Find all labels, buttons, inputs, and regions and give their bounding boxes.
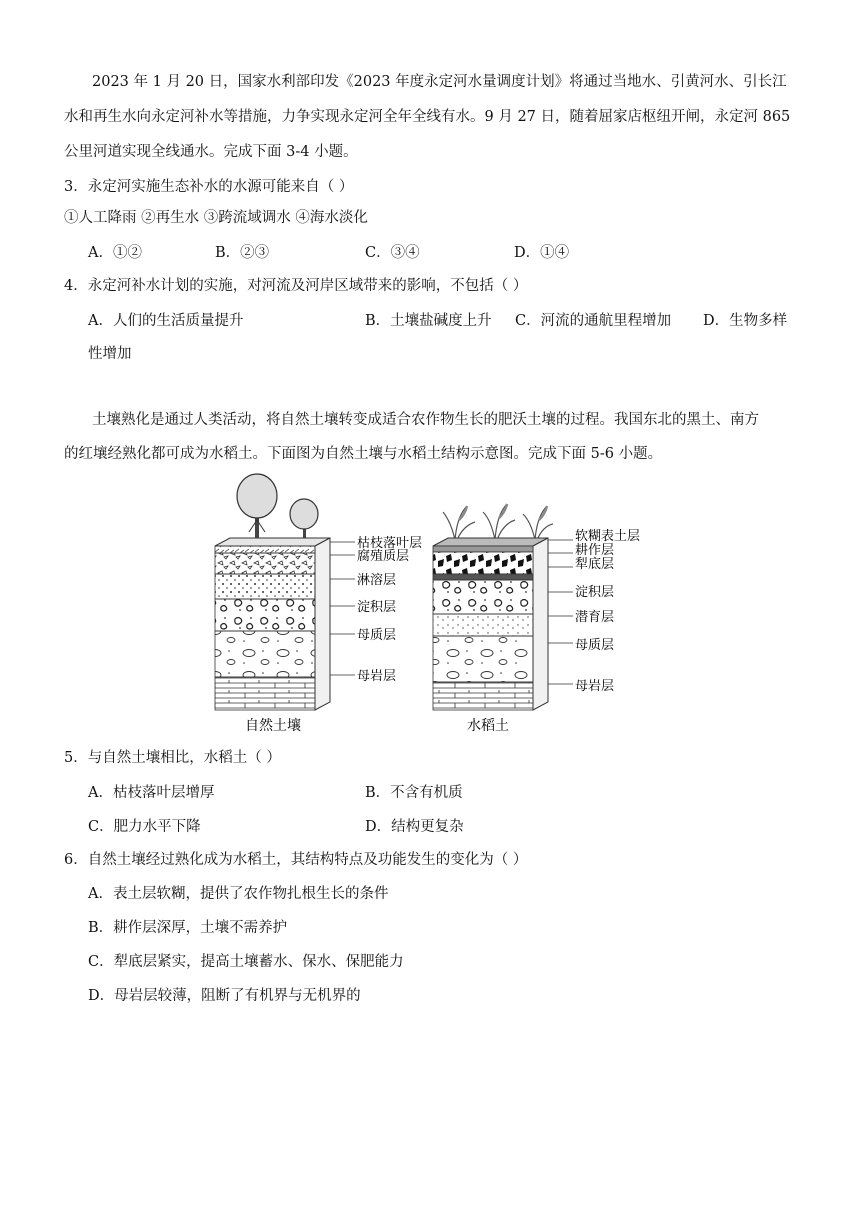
passage2-line1: 土壤熟化是通过人类活动，将自然土壤转变成适合农作物生长的肥沃土壤的过程。我国东北的黑土、南方 [92, 412, 759, 428]
q5-option-d[interactable]: D．结构更复杂 [365, 819, 464, 835]
q4-stem: 4．永定河补水计划的实施，对河流及河岸区域带来的影响，不包括（ ） [64, 278, 528, 294]
paddy-layer-plow: 耕作层 [575, 542, 615, 557]
passage1-line2: 水和再生水向永定河补水等措施，力争实现永定河全年全线有水。9 月 27 日，随着屈家店枢纽开闸，永定河 865 [64, 109, 791, 125]
q6-option-a[interactable]: A．表土层软糊，提供了农作物扎根生长的条件 [88, 886, 389, 902]
q5-option-b[interactable]: B．不含有机质 [365, 785, 463, 801]
q3-items: ①人工降雨 ②再生水 ③跨流域调水 ④海水淡化 [64, 210, 368, 226]
q3-option-d[interactable]: D．①④ [514, 245, 570, 261]
q3-option-a[interactable]: A．①② [88, 245, 142, 261]
q4-option-c[interactable]: C．河流的通航里程增加 [515, 313, 672, 329]
passage1-line3: 公里河道实现全线通水。完成下面 3-4 小题。 [64, 144, 358, 160]
paddy-soil-caption: 水稻土 [467, 717, 509, 733]
natural-soil-caption: 自然土壤 [245, 717, 301, 733]
q6-option-b[interactable]: B．耕作层深厚，土壤不需养护 [88, 920, 288, 936]
passage1-line1: 2023 年 1 月 20 日，国家水利部印发《2023 年度永定河水量调度计划》将通过当地水、引黄河水、引长江 [92, 74, 787, 90]
paddy-layer-illuvial: 淀积层 [575, 584, 615, 599]
natural-layer-illuvial: 淀积层 [357, 599, 397, 614]
natural-layer-parent: 母质层 [357, 627, 397, 642]
q5-option-a[interactable]: A．枯枝落叶层增厚 [88, 785, 215, 801]
natural-layer-litter: 枯枝落叶层 [357, 535, 423, 550]
q4-option-d[interactable]: D．生物多样 [703, 313, 788, 329]
q3-stem: 3．永定河实施生态补水的水源可能来自（ ） [64, 179, 354, 195]
soil-structure-figure [205, 470, 665, 742]
q5-stem: 5．与自然土壤相比，水稻土（ ） [64, 750, 281, 766]
q4-option-b[interactable]: B．土壤盐碱度上升 [365, 313, 492, 329]
tree-icon [237, 474, 277, 546]
natural-layer-humus: 腐殖质层 [357, 548, 410, 563]
paddy-soil-block [433, 504, 573, 710]
paddy-layer-surface: 软糊表土层 [575, 528, 641, 543]
q6-option-d[interactable]: D．母岩层较薄，阻断了有机界与无机界的 [88, 988, 361, 1004]
natural-layer-eluvial: 淋溶层 [357, 572, 397, 587]
q6-stem: 6．自然土壤经过熟化成为水稻土，其结构特点及功能发生的变化为（ ） [64, 852, 528, 868]
q5-option-c[interactable]: C．肥力水平下降 [88, 819, 201, 835]
paddy-layer-parent: 母质层 [575, 637, 615, 652]
natural-layer-bedrock: 母岩层 [357, 668, 397, 683]
paddy-layer-plowpan: 犁底层 [575, 556, 615, 571]
passage2-line2: 的红壤经熟化都可成为水稻土。下面图为自然土壤与水稻土结构示意图。完成下面 5-6 小题。 [64, 446, 663, 462]
paddy-layer-bedrock: 母岩层 [575, 678, 615, 693]
q4-option-d-cont: 性增加 [88, 346, 132, 362]
q6-option-c[interactable]: C．犁底层紧实，提高土壤蓄水、保水、保肥能力 [88, 954, 404, 970]
rice-plant-icon [443, 504, 553, 540]
q3-option-c[interactable]: C．③④ [365, 245, 420, 261]
paddy-layer-gley: 潜育层 [575, 609, 615, 624]
q3-option-b[interactable]: B．②③ [215, 245, 270, 261]
natural-soil-block [215, 474, 355, 710]
q4-option-a[interactable]: A．人们的生活质量提升 [88, 313, 244, 329]
